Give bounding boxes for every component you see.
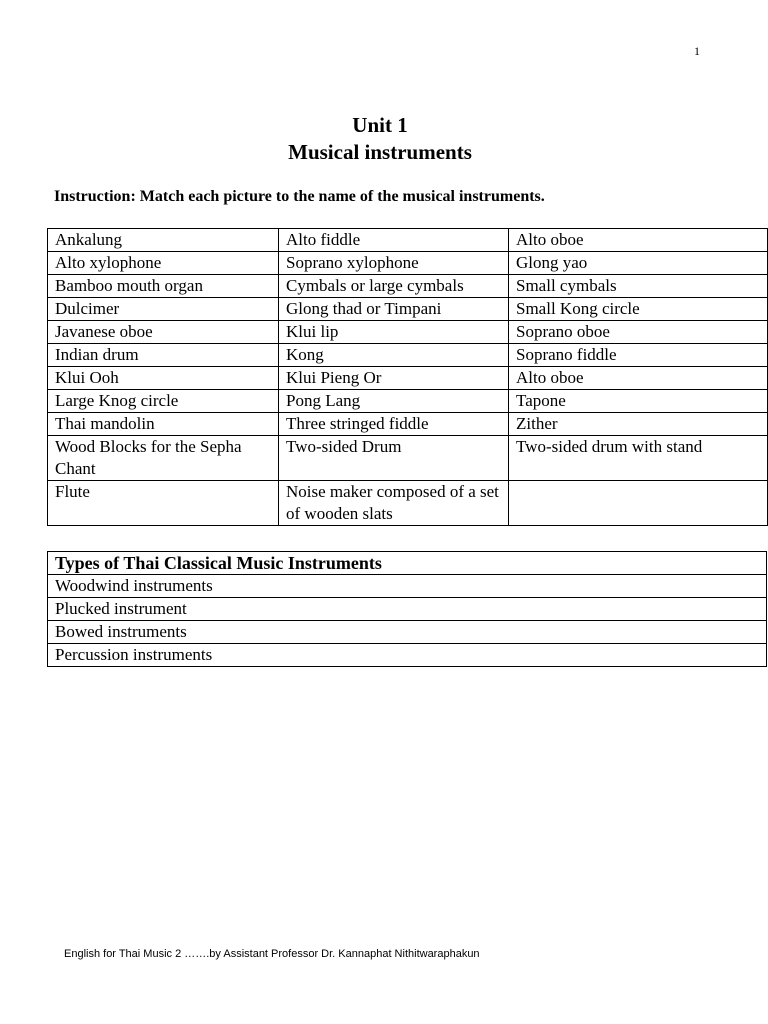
- table-cell: Two-sided Drum: [279, 436, 509, 481]
- table-row: [48, 252, 768, 275]
- table-row: [48, 344, 768, 367]
- table-cell: Large Knog circle: [48, 390, 279, 413]
- table-cell: Soprano oboe: [509, 321, 768, 344]
- table-cell: Plucked instrument: [48, 598, 767, 621]
- page-number: 1: [694, 44, 700, 58]
- table-cell: Ankalung: [48, 229, 279, 252]
- table-cell: Alto fiddle: [279, 229, 509, 252]
- table-row: [48, 481, 768, 526]
- table-cell: Zither: [509, 413, 768, 436]
- table-cell: Alto oboe: [509, 367, 768, 390]
- table-row: [48, 390, 768, 413]
- table-cell: Kong: [279, 344, 509, 367]
- table-cell: Woodwind instruments: [48, 575, 767, 598]
- table-cell: Small Kong circle: [509, 298, 768, 321]
- table-row: [48, 367, 768, 390]
- instruction-text: Instruction: Match each picture to the name of the musical instruments.: [54, 188, 545, 205]
- table-cell: Klui lip: [279, 321, 509, 344]
- page-title: [0, 112, 760, 166]
- table-row: [48, 229, 768, 252]
- table-cell: Soprano fiddle: [509, 344, 768, 367]
- table-cell: Pong Lang: [279, 390, 509, 413]
- table-row: [48, 321, 768, 344]
- table-row: [48, 644, 767, 667]
- table-cell: Dulcimer: [48, 298, 279, 321]
- table-cell: Alto xylophone: [48, 252, 279, 275]
- unit-title: Unit 1: [352, 113, 408, 137]
- table-cell: [509, 481, 768, 526]
- table-cell: Small cymbals: [509, 275, 768, 298]
- table-cell: Alto oboe: [509, 229, 768, 252]
- instrument-types-table: [47, 551, 767, 667]
- table-cell: Bowed instruments: [48, 621, 767, 644]
- table-row: [48, 298, 768, 321]
- table-cell: Thai mandolin: [48, 413, 279, 436]
- table-cell: Tapone: [509, 390, 768, 413]
- table-cell: Klui Pieng Or: [279, 367, 509, 390]
- table-row: [48, 621, 767, 644]
- table-row: [48, 598, 767, 621]
- table-row: [48, 413, 768, 436]
- table-header-row: [48, 552, 767, 575]
- table-cell: Glong thad or Timpani: [279, 298, 509, 321]
- table-cell: Three stringed fiddle: [279, 413, 509, 436]
- table-row: [48, 275, 768, 298]
- table-cell: Cymbals or large cymbals: [279, 275, 509, 298]
- table-cell: Percussion instruments: [48, 644, 767, 667]
- unit-subtitle: Musical instruments: [288, 140, 472, 164]
- types-table-header: Types of Thai Classical Music Instruments: [48, 552, 767, 575]
- table-cell: Indian drum: [48, 344, 279, 367]
- table-cell: Glong yao: [509, 252, 768, 275]
- table-row: [48, 436, 768, 481]
- table-cell: Noise maker composed of a set of wooden slats: [279, 481, 509, 526]
- table-cell: Flute: [48, 481, 279, 526]
- table-cell: Bamboo mouth organ: [48, 275, 279, 298]
- table-cell: Javanese oboe: [48, 321, 279, 344]
- table-cell: Soprano xylophone: [279, 252, 509, 275]
- instrument-names-table: [47, 228, 768, 526]
- page-footer: English for Thai Music 2 …….by Assistant Professor Dr. Kannaphat Nithitwaraphakun: [64, 948, 480, 960]
- table-cell: Wood Blocks for the Sepha Chant: [48, 436, 279, 481]
- table-cell: Two-sided drum with stand: [509, 436, 768, 481]
- table-cell: Klui Ooh: [48, 367, 279, 390]
- table-row: [48, 575, 767, 598]
